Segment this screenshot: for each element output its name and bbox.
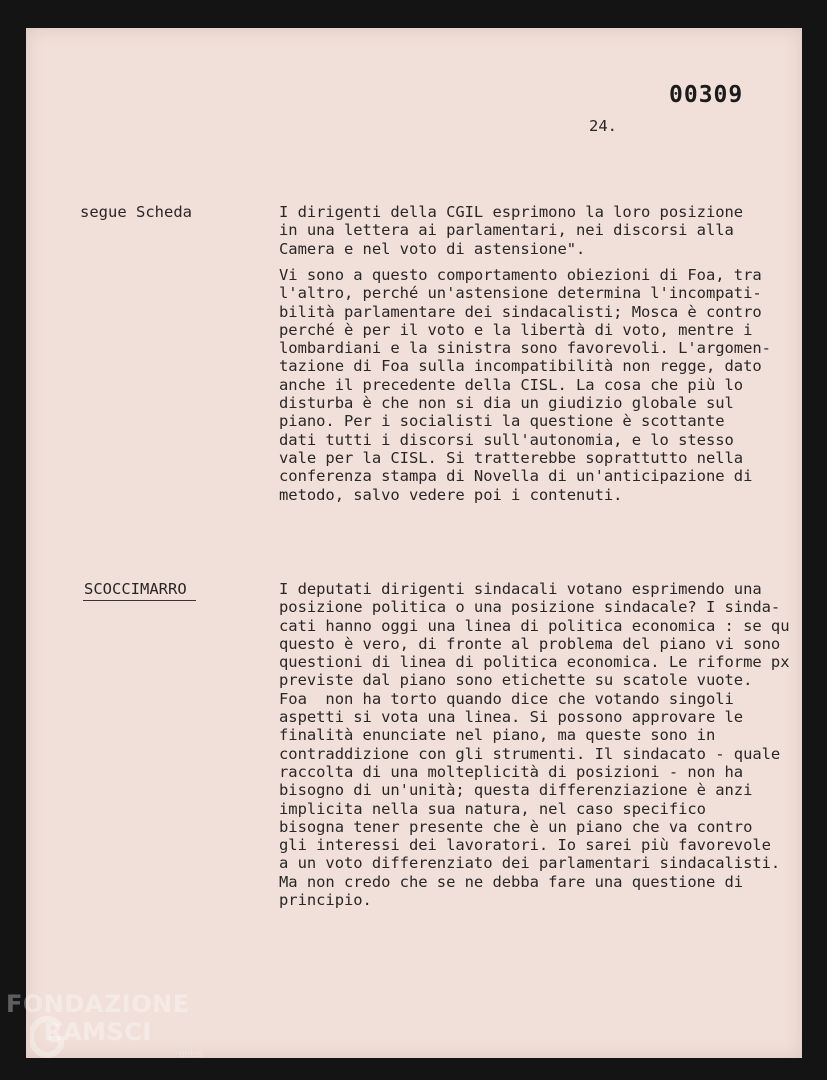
watermark-suffix: onlus (179, 1050, 204, 1060)
fondazione-gramsci-watermark (6, 990, 206, 1072)
watermark-line2: RAMSCI (44, 1018, 152, 1046)
paragraph-scoccimarro: I deputati dirigenti sindacali votano esprimendo una posizione politica o una posizione sindacale? I sinda- cati hanno oggi una linea di politica economica : se qu questo è vero, di fronte al problema del piano vi sono questioni di linea di politica economica. Le riforme px previste dal piano sono etichette su scatole vuote. Foa non ha torto quando dice che votando singoli aspetti si vota una linea. Si possono approvare le finalità enunciate nel piano, ma queste sono in contraddizione con gli strumenti. Il sindacato - quale raccolta di una molteplicità di posizioni - non ha bisogno di un'unità; questa differenziazione è anzi implicita nella sua natura, nel caso specifico bisogna tener presente che è un piano che va contro gli interessi dei lavoratori. Io sarei più favorevole a un voto differenziato dei parlamentari sindacalisti. Ma non credo che se ne debba fare una questione di principio. (279, 580, 790, 910)
section-label-segue-scheda: segue Scheda (80, 203, 192, 221)
section-label-scoccimarro: SCOCCIMARRO (84, 580, 187, 598)
watermark-line1: FONDAZIONE (6, 990, 190, 1018)
paragraph-foa-objections: Vi sono a questo comportamento obiezioni di Foa, tra l'altro, perché un'astensione determina l'incompati- bilità parlamentare dei sindacalisti; Mosca è contro perché è per il voto e la libertà di voto, mentre i lombardiani e la sinistra sono favorevoli. L'argomen- tazione di Foa sulla incompatibilità non regge, dato anche il precedente della CISL. La cosa che più lo disturba è che non si dia un giudizio globale sul piano. Per i socialisti la questione è scottante dati tutti i discorsi sull'autonomia, e lo stesso vale per la CISL. Si tratterebbe soprattutto nella conferenza stampa di Novella di un'anticipazione di metodo, salvo vedere poi i contenuti. (279, 266, 771, 504)
document-page (26, 28, 802, 1058)
paragraph-cgil-letter: I dirigenti della CGIL esprimono la loro posizione in una lettera ai parlamentari, nei discorsi alla Camera e nel voto di astensione". (279, 203, 744, 258)
archive-number: 00309 (669, 82, 744, 108)
label-underline (83, 600, 196, 601)
page-number: 24. (589, 117, 617, 135)
